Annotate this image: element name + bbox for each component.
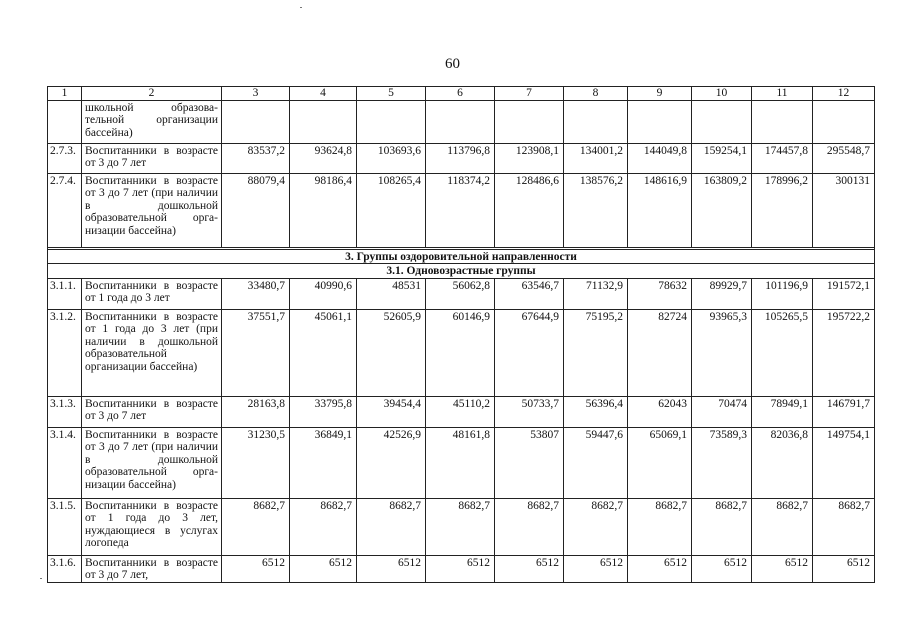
- value-cell: 8682,7: [357, 498, 426, 555]
- value-cell: 101196,9: [752, 278, 813, 309]
- row-description: Воспитанники в возрасте от 3 до 7 лет: [82, 396, 222, 427]
- table-row: [48, 427, 875, 498]
- value-cell: 40990,6: [290, 278, 357, 309]
- value-cell: 144049,8: [628, 143, 692, 173]
- table-row: [48, 173, 875, 247]
- value-cell: 98186,4: [290, 173, 357, 247]
- header-cell: 5: [357, 87, 426, 101]
- value-cell: 174457,8: [752, 143, 813, 173]
- value-cell: [426, 100, 495, 143]
- value-cell: 300131: [813, 173, 875, 247]
- header-cell: 9: [628, 87, 692, 101]
- value-cell: 52605,9: [357, 309, 426, 396]
- value-cell: 6512: [357, 555, 426, 582]
- value-cell: 8682,7: [426, 498, 495, 555]
- value-cell: 39454,4: [357, 396, 426, 427]
- value-cell: 128486,6: [495, 173, 564, 247]
- header-cell: 8: [564, 87, 628, 101]
- value-cell: [222, 100, 290, 143]
- value-cell: [752, 100, 813, 143]
- value-cell: 42526,9: [357, 427, 426, 498]
- header-cell: 7: [495, 87, 564, 101]
- value-cell: 45110,2: [426, 396, 495, 427]
- value-cell: [357, 100, 426, 143]
- value-cell: 6512: [692, 555, 752, 582]
- value-cell: 78632: [628, 278, 692, 309]
- row-description: Воспитанники в возрасте от 1 года до 3 лет: [82, 278, 222, 309]
- value-cell: 93965,3: [692, 309, 752, 396]
- value-cell: 82036,8: [752, 427, 813, 498]
- value-cell: [290, 100, 357, 143]
- value-cell: 8682,7: [752, 498, 813, 555]
- value-cell: [813, 100, 875, 143]
- value-cell: 56062,8: [426, 278, 495, 309]
- value-cell: 50733,7: [495, 396, 564, 427]
- value-cell: 88079,4: [222, 173, 290, 247]
- value-cell: 195722,2: [813, 309, 875, 396]
- value-cell: 6512: [426, 555, 495, 582]
- value-cell: 63546,7: [495, 278, 564, 309]
- row-description: Воспитанники в возрасте от 1 года до 3 лет (при наличии в дошкольной образовательной организации бассейна): [82, 309, 222, 396]
- row-code: 3.1.4.: [48, 427, 82, 498]
- value-cell: 6512: [495, 555, 564, 582]
- value-cell: 8682,7: [813, 498, 875, 555]
- value-cell: 65069,1: [628, 427, 692, 498]
- value-cell: 89929,7: [692, 278, 752, 309]
- value-cell: 37551,7: [222, 309, 290, 396]
- value-cell: 134001,2: [564, 143, 628, 173]
- row-description: Воспитанники в возрасте от 1 года до 3 лет, нуждающиеся в услугах логопеда: [82, 498, 222, 555]
- table-body: [48, 87, 875, 583]
- value-cell: 163809,2: [692, 173, 752, 247]
- value-cell: 148616,9: [628, 173, 692, 247]
- page-number: 60: [445, 56, 460, 72]
- value-cell: 59447,6: [564, 427, 628, 498]
- value-cell: 146791,7: [813, 396, 875, 427]
- table-row: [48, 309, 875, 396]
- value-cell: 191572,1: [813, 278, 875, 309]
- value-cell: 56396,4: [564, 396, 628, 427]
- value-cell: 8682,7: [495, 498, 564, 555]
- value-cell: 103693,6: [357, 143, 426, 173]
- value-cell: 138576,2: [564, 173, 628, 247]
- section-title: 3. Группы оздоровительной направленности: [48, 249, 875, 264]
- value-cell: [495, 100, 564, 143]
- value-cell: [564, 100, 628, 143]
- value-cell: 48531: [357, 278, 426, 309]
- header-row: [48, 87, 875, 101]
- value-cell: 48161,8: [426, 427, 495, 498]
- row-description: Воспитанники в возрасте от 3 до 7 лет (при наличии в дошкольной образовательной организации бассейна): [82, 173, 222, 247]
- header-cell: 4: [290, 87, 357, 101]
- value-cell: 71132,9: [564, 278, 628, 309]
- scan-speck: [40, 578, 42, 579]
- value-cell: 8682,7: [628, 498, 692, 555]
- value-cell: [692, 100, 752, 143]
- value-cell: 82724: [628, 309, 692, 396]
- table-row: [48, 498, 875, 555]
- value-cell: 149754,1: [813, 427, 875, 498]
- table-row: [48, 100, 875, 143]
- row-code: 3.1.3.: [48, 396, 82, 427]
- value-cell: 8682,7: [564, 498, 628, 555]
- value-cell: 31230,5: [222, 427, 290, 498]
- header-cell: 1: [48, 87, 82, 101]
- row-description: Воспитанники в возрасте от 3 до 7 лет (при наличии в дошкольной образовательной организации бассейна): [82, 427, 222, 498]
- value-cell: 108265,4: [357, 173, 426, 247]
- value-cell: 67644,9: [495, 309, 564, 396]
- header-cell: 12: [813, 87, 875, 101]
- value-cell: 6512: [290, 555, 357, 582]
- value-cell: 62043: [628, 396, 692, 427]
- value-cell: 118374,2: [426, 173, 495, 247]
- value-cell: 6512: [628, 555, 692, 582]
- value-cell: 93624,8: [290, 143, 357, 173]
- value-cell: 8682,7: [290, 498, 357, 555]
- value-cell: 78949,1: [752, 396, 813, 427]
- tariff-table: [47, 86, 875, 583]
- section-row: [48, 249, 875, 264]
- value-cell: 105265,5: [752, 309, 813, 396]
- header-cell: 10: [692, 87, 752, 101]
- value-cell: 70474: [692, 396, 752, 427]
- value-cell: 8682,7: [692, 498, 752, 555]
- header-cell: 3: [222, 87, 290, 101]
- value-cell: 73589,3: [692, 427, 752, 498]
- value-cell: 178996,2: [752, 173, 813, 247]
- row-code: [48, 100, 82, 143]
- value-cell: 6512: [222, 555, 290, 582]
- value-cell: 6512: [752, 555, 813, 582]
- header-cell: 2: [82, 87, 222, 101]
- table-row: [48, 555, 875, 582]
- value-cell: 295548,7: [813, 143, 875, 173]
- value-cell: 36849,1: [290, 427, 357, 498]
- row-code: 3.1.6.: [48, 555, 82, 582]
- table-row: [48, 396, 875, 427]
- row-description: Воспитанники в возрасте от 3 до 7 лет,: [82, 555, 222, 582]
- subsection-row: [48, 264, 875, 279]
- value-cell: [628, 100, 692, 143]
- value-cell: 53807: [495, 427, 564, 498]
- value-cell: 60146,9: [426, 309, 495, 396]
- subsection-title: 3.1. Одновозрастные группы: [48, 264, 875, 279]
- value-cell: 33480,7: [222, 278, 290, 309]
- header-cell: 6: [426, 87, 495, 101]
- value-cell: 6512: [813, 555, 875, 582]
- value-cell: 33795,8: [290, 396, 357, 427]
- value-cell: 113796,8: [426, 143, 495, 173]
- table-row: [48, 278, 875, 309]
- value-cell: 159254,1: [692, 143, 752, 173]
- row-code: 3.1.5.: [48, 498, 82, 555]
- row-description: школьной образовательной организации бассейна): [82, 100, 222, 143]
- value-cell: 75195,2: [564, 309, 628, 396]
- value-cell: 6512: [564, 555, 628, 582]
- value-cell: 83537,2: [222, 143, 290, 173]
- row-code: 2.7.4.: [48, 173, 82, 247]
- row-code: 3.1.2.: [48, 309, 82, 396]
- table-row: [48, 143, 875, 173]
- value-cell: 123908,1: [495, 143, 564, 173]
- row-code: 3.1.1.: [48, 278, 82, 309]
- value-cell: 8682,7: [222, 498, 290, 555]
- value-cell: 45061,1: [290, 309, 357, 396]
- header-cell: 11: [752, 87, 813, 101]
- value-cell: 28163,8: [222, 396, 290, 427]
- scan-speck: [300, 7, 302, 8]
- row-code: 2.7.3.: [48, 143, 82, 173]
- row-description: Воспитанники в возрасте от 3 до 7 лет: [82, 143, 222, 173]
